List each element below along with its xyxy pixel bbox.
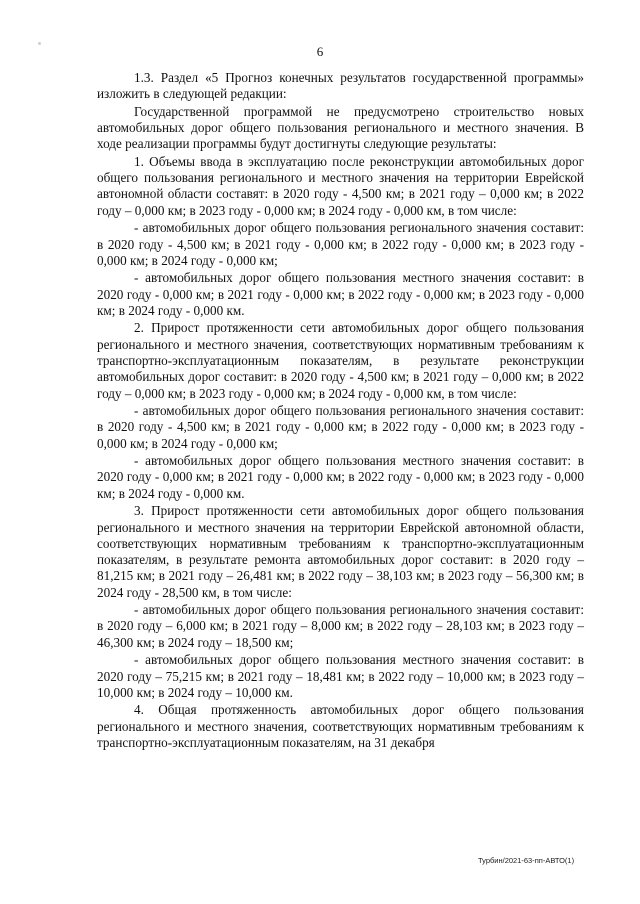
paragraph-item-3-local: - автомобильных дорог общего пользования местного значения составит: в 2020 году – 75,215 км; в 2021 году – 18,481 км; в 2022 году – 10,000 км; в 2023 году – 10,000 км; в 2024 году – 10,000 км. <box>97 652 584 700</box>
paragraph-program-summary: Государственной программой не предусмотрено строительство новых автомобильных дорог общего пользования регионального и местного значения. В ходе реализации программы будут достигнуты следующие результаты: <box>97 103 584 152</box>
paragraph-item-2: 2. Прирост протяженности сети автомобильных дорог общего пользования регионального и местного значения, соответствующих нормативным требованиям к транспортно-эксплуатационным показателям, в результате реконструкции автомобильных дорог составит: в 2020 году - 4,500 км; в 2021 году – 0,000 км; в 2022 году – 0,000 км; в 2023 году - 0,000 км; в 2024 году - 0,000 км, в том числе: <box>97 320 584 401</box>
paragraph-item-2-regional: - автомобильных дорог общего пользования регионального значения составит: в 2020 году - 4,500 км; в 2021 году - 0,000 км; в 2022 году - 0,000 км; в 2023 году - 0,000 км; в 2024 году - 0,000 км; <box>97 403 584 451</box>
paragraph-item-3: 3. Прирост протяженности сети автомобильных дорог общего пользования регионального и местного значения на территории Еврейской автономной области, соответствующих нормативным требованиям к транспортно-эксплуатационным показателям, в результате ремонта автомобильных дорог составит: в 2020 году – 81,215 км; в 2021 году – 26,481 км; в 2022 году – 38,103 км; в 2023 году – 56,300 км; в 2024 году - 28,500 км, в том числе: <box>97 503 584 600</box>
paragraph-item-1-local: - автомобильных дорог общего пользования местного значения составит: в 2020 году - 0,000 км; в 2021 году - 0,000 км; в 2022 году - 0,000 км; в 2023 году - 0,000 км; в 2024 году - 0,000 км. <box>97 270 584 318</box>
paragraph-section-intro: 1.3. Раздел «5 Прогноз конечных результатов государственной программы» изложить в следующей редакции: <box>97 70 584 102</box>
document-body <box>97 70 584 752</box>
paragraph-item-1-regional: - автомобильных дорог общего пользования регионального значения составит: в 2020 году - 4,500 км; в 2021 году - 0,000 км; в 2022 году - 0,000 км; в 2023 году - 0,000 км; в 2024 году - 0,000 км; <box>97 220 584 268</box>
document-code: Турбин/2021-63-пп-АВТО(1) <box>478 856 575 865</box>
paragraph-item-4: 4. Общая протяженность автомобильных дорог общего пользования регионального и местного значения, соответствующих нормативным требованиям к транспортно-эксплуатационным показателям, на 31 декабря <box>97 702 584 750</box>
paragraph-item-1: 1. Объемы ввода в эксплуатацию после реконструкции автомобильных дорог общего пользования регионального и местного значения на территории Еврейской автономной области составят: в 2020 году - 4,500 км; в 2021 году – 0,000 км; в 2022 году – 0,000 км; в 2023 году - 0,000 км; в 2024 году - 0,000 км, в том числе: <box>97 153 584 218</box>
paragraph-item-3-regional: - автомобильных дорог общего пользования регионального значения составит: в 2020 году – 6,000 км; в 2021 году – 8,000 км; в 2022 году – 28,103 км; в 2023 году – 46,300 км; в 2024 году – 18,500 км; <box>97 602 584 650</box>
page-number: 6 <box>316 44 324 59</box>
paragraph-item-2-local: - автомобильных дорог общего пользования местного значения составит: в 2020 году - 0,000 км; в 2021 году - 0,000 км; в 2022 году - 0,000 км; в 2023 году - 0,000 км; в 2024 году - 0,000 км. <box>97 453 584 501</box>
